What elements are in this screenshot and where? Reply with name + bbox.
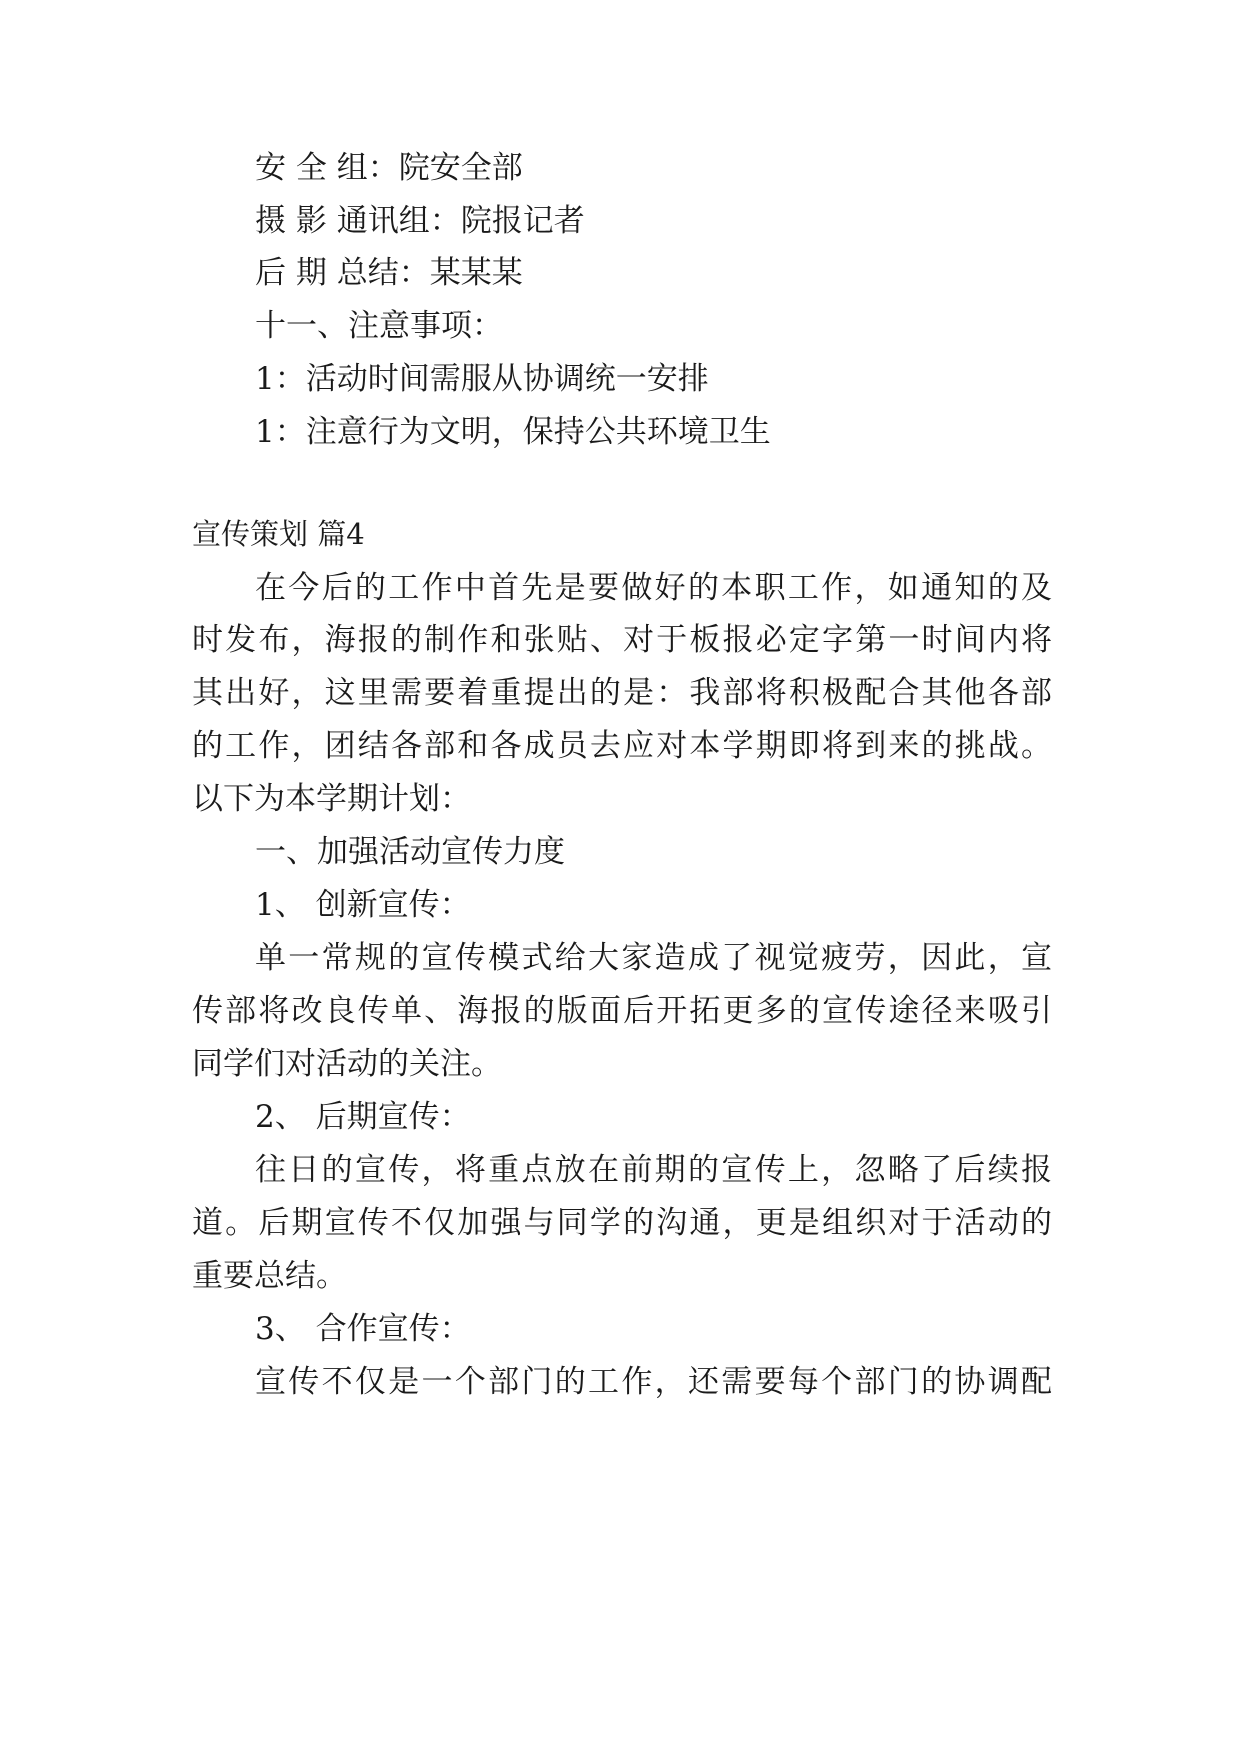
list-item-security-group: 安 全 组：院安全部 (255, 150, 523, 186)
paragraph-line: 宣传不仅是一个部门的工作，还需要每个部门的协调配 (255, 1364, 1052, 1400)
paragraph-line: 以下为本学期计划： (192, 781, 471, 817)
paragraph-line: 道。后期宣传不仅加强与同学的沟通，更是组织对于活动的 (192, 1205, 1052, 1241)
paragraph-line: 同学们对活动的关注。 (192, 1046, 502, 1082)
paragraph-line: 时发布，海报的制作和张贴、对于板报必定字第一时间内将 (192, 622, 1052, 658)
list-item-summary: 后 期 总结：某某某 (255, 255, 523, 291)
paragraph-line: 往日的宣传，将重点放在前期的宣传上，忽略了后续报 (255, 1152, 1052, 1188)
section-title: 宣传策划 篇4 (192, 517, 365, 551)
note-item: 1：注意行为文明，保持公共环境卫生 (255, 414, 771, 450)
paragraph-line: 的工作，团结各部和各成员去应对本学期即将到来的挑战。 (192, 728, 1052, 764)
list-item-photo-group: 摄 影 通讯组：院报记者 (255, 203, 585, 239)
paragraph-line: 重要总结。 (192, 1258, 347, 1294)
item-2-title: 2、 后期宣传： (255, 1099, 471, 1135)
paragraph-line: 单一常规的宣传模式给大家造成了视觉疲劳，因此，宣 (255, 940, 1052, 976)
item-3-title: 3、 合作宣传： (255, 1311, 471, 1347)
note-item: 1：活动时间需服从协调统一安排 (255, 361, 709, 397)
heading-1: 一、加强活动宣传力度 (255, 834, 565, 870)
notes-heading: 十一、注意事项： (255, 308, 503, 344)
paragraph-line: 其出好，这里需要着重提出的是：我部将积极配合其他各部 (192, 675, 1052, 711)
paragraph-line: 传部将改良传单、海报的版面后开拓更多的宣传途径来吸引 (192, 993, 1052, 1029)
item-1-title: 1、 创新宣传： (255, 887, 471, 923)
paragraph-line: 在今后的工作中首先是要做好的本职工作，如通知的及 (255, 570, 1052, 606)
